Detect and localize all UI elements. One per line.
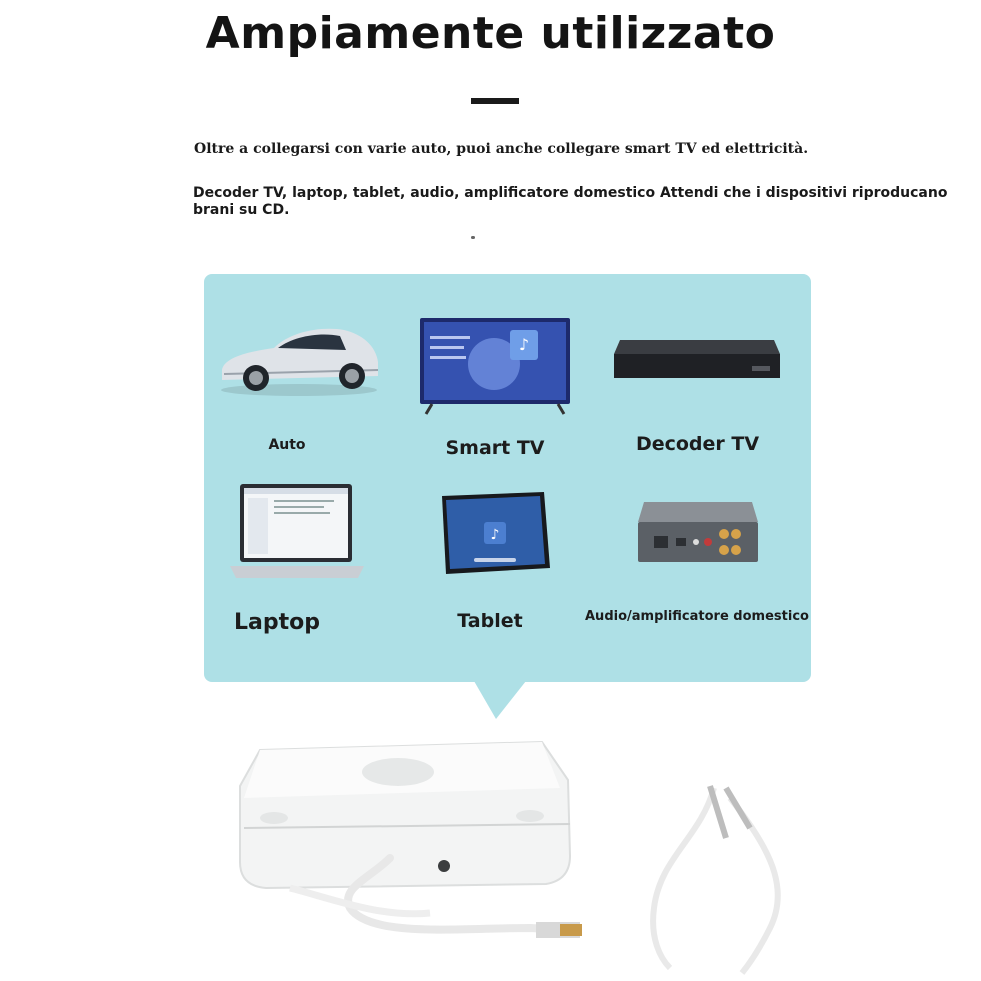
device-label-smart-tv: Smart TV	[445, 437, 545, 459]
panel-pointer	[474, 681, 526, 719]
tv-icon	[418, 316, 572, 416]
device-label-auto: Auto	[268, 437, 306, 453]
device-label-audio-amplifier: Audio/amplificatore domestico	[585, 609, 809, 624]
page-title: Ampiamente utilizzato	[205, 8, 776, 59]
intro-text-1: Oltre a collegarsi con varie auto, puoi anche collegare smart TV ed elettricità.	[194, 141, 809, 157]
title-underline	[471, 98, 519, 104]
intro-text-2: Decoder TV, laptop, tablet, audio, amplificatore domestico Attendi che i dispositivi riproducano brani su CD.	[193, 185, 948, 218]
device-label-decoder-tv: Decoder TV	[635, 433, 760, 455]
bluetooth-receiver-image	[230, 728, 790, 978]
svg-text:♪: ♪	[490, 527, 500, 543]
car-icon	[216, 318, 382, 398]
decoder-icon	[612, 338, 782, 384]
device-label-laptop: Laptop	[234, 610, 320, 635]
tablet-icon	[436, 490, 554, 578]
decorative-dot	[471, 236, 475, 239]
device-label-tablet: Tablet	[457, 610, 523, 632]
laptop-icon	[228, 482, 366, 582]
amplifier-icon	[636, 500, 760, 566]
svg-text:♪: ♪	[518, 335, 530, 354]
